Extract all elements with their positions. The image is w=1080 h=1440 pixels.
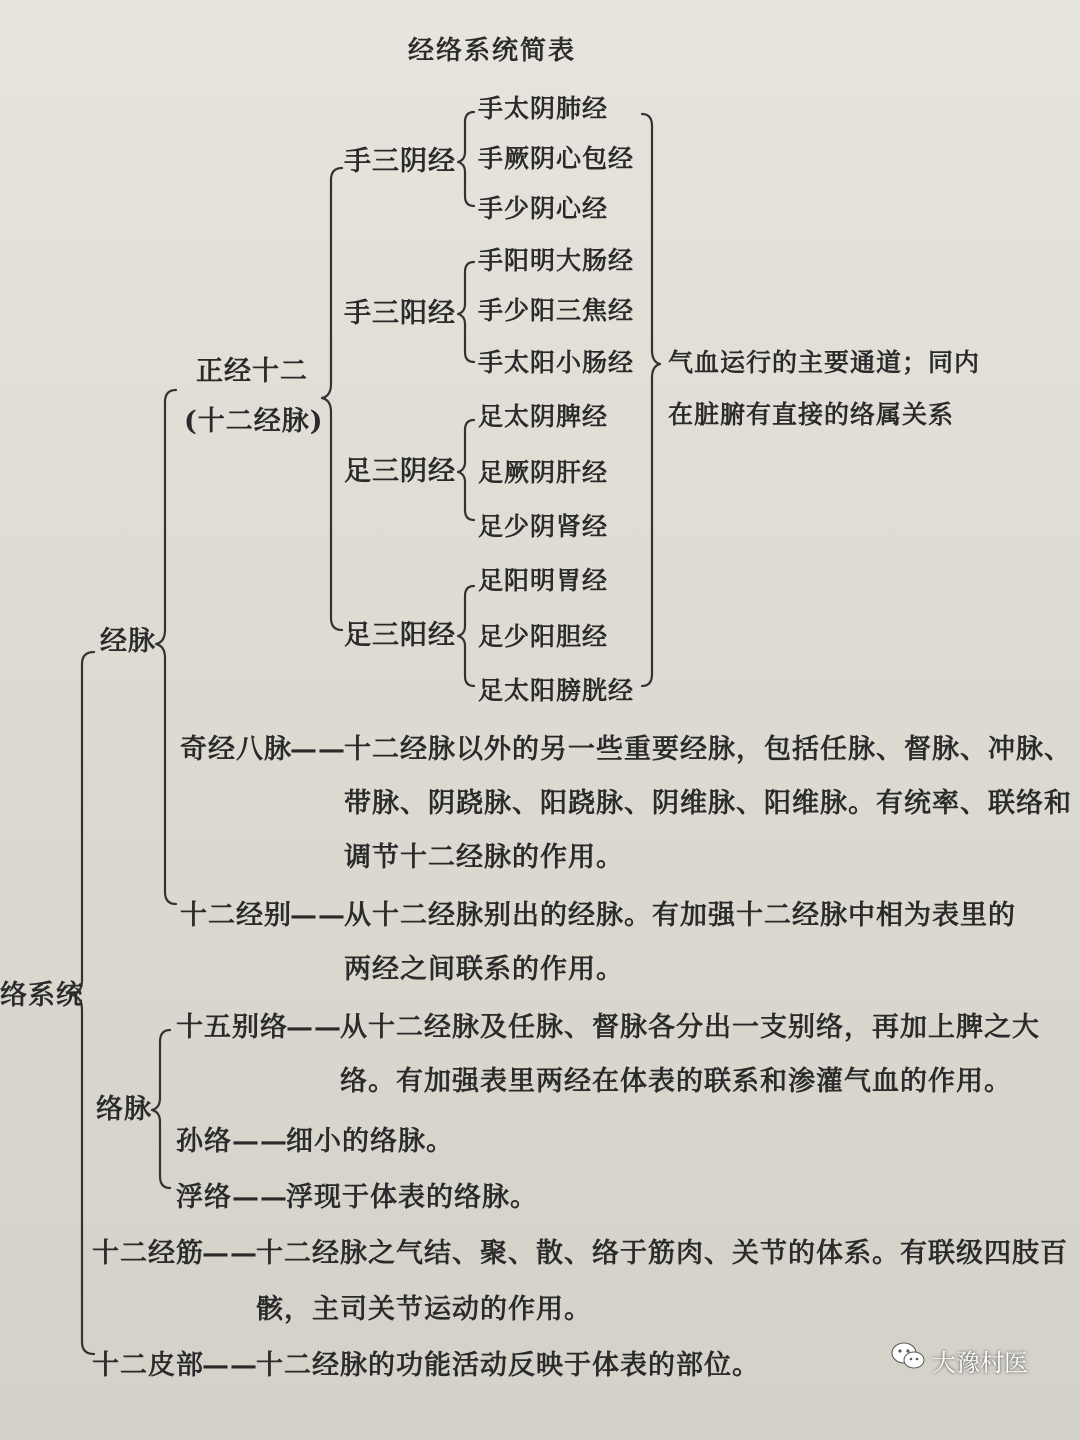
zhengjing-label: 正经十二 bbox=[196, 356, 308, 387]
dash: —— bbox=[202, 1238, 258, 1269]
jingbie-text: 从十二经脉别出的经脉。有加强十二经脉中相为表里的 bbox=[344, 900, 1016, 931]
bieluo-text: 络。有加强表里两经在体表的联系和渗灌气血的作用。 bbox=[340, 1066, 1012, 1097]
meridian-item: 足少阳胆经 bbox=[478, 622, 609, 651]
pibu-text: 十二经脉的功能活动反映于体表的部位。 bbox=[256, 1350, 760, 1381]
dash: —— bbox=[290, 900, 346, 931]
jingmai-label: 经脉 bbox=[100, 626, 156, 657]
jingjin-text: 骸，主司关节运动的作用。 bbox=[256, 1294, 592, 1325]
jingjin-label: 十二经筋 bbox=[92, 1238, 204, 1269]
function-brace bbox=[642, 114, 660, 686]
root-label: 络系统 bbox=[0, 980, 84, 1011]
fuluo-text: 浮现于体表的络脉。 bbox=[286, 1182, 538, 1213]
jingjin-text: 十二经脉之气结、聚、散、络于筋肉、关节的体系。有联级四肢百 bbox=[256, 1238, 1068, 1269]
luomai-brace bbox=[152, 1030, 170, 1188]
bieluo-label: 十五别络 bbox=[176, 1012, 288, 1043]
dash: —— bbox=[290, 734, 346, 765]
meridian-item: 手太阳小肠经 bbox=[478, 348, 635, 377]
sunluo-text: 细小的络脉。 bbox=[286, 1126, 454, 1157]
jingbie-text: 两经之间联系的作用。 bbox=[344, 954, 624, 985]
zhengjing-sublabel: (十二经脉) bbox=[184, 406, 324, 437]
page-title: 经络系统简表 bbox=[408, 36, 577, 66]
meridian-item: 足太阳膀胱经 bbox=[478, 676, 635, 705]
dash: —— bbox=[232, 1126, 288, 1157]
zhengjing-brace bbox=[322, 168, 342, 630]
zhengjing-note: 气血运行的主要通道；同内 bbox=[668, 348, 981, 377]
qijing-text: 调节十二经脉的作用。 bbox=[344, 842, 624, 873]
meridian-item: 足厥阴肝经 bbox=[478, 458, 609, 487]
group-label: 足三阴经 bbox=[344, 456, 456, 487]
watermark bbox=[890, 1337, 1070, 1377]
qijing-text: 带脉、阴跷脉、阳跷脉、阴维脉、阳维脉。有统率、联络和 bbox=[344, 788, 1072, 819]
meridian-item: 足阳明胃经 bbox=[478, 566, 609, 595]
wechat-icon bbox=[890, 1341, 926, 1371]
meridian-item: 手厥阴心包经 bbox=[478, 144, 635, 173]
watermark-text: 大豫村医 bbox=[932, 1349, 1028, 1377]
group-label: 手三阴经 bbox=[344, 146, 456, 177]
shousanyin-brace bbox=[458, 112, 474, 206]
meridian-item: 足少阴肾经 bbox=[478, 512, 609, 541]
fuluo-label: 浮络 bbox=[176, 1182, 232, 1213]
qijing-label: 奇经八脉 bbox=[180, 734, 292, 765]
meridian-item: 手阳明大肠经 bbox=[478, 246, 635, 275]
zusanyang-brace bbox=[458, 586, 474, 686]
jingmai-brace bbox=[156, 390, 176, 904]
zhengjing-note: 在脏腑有直接的络属关系 bbox=[668, 400, 955, 429]
group-label: 足三阳经 bbox=[344, 620, 456, 651]
meridian-item: 足太阴脾经 bbox=[478, 402, 609, 431]
bieluo-text: 从十二经脉及任脉、督脉各分出一支别络，再加上脾之大 bbox=[340, 1012, 1040, 1043]
zusanyin-brace bbox=[458, 420, 474, 520]
dash: —— bbox=[232, 1182, 288, 1213]
meridian-item: 手少阳三焦经 bbox=[478, 296, 635, 325]
sunluo-label: 孙络 bbox=[176, 1126, 232, 1157]
luomai-label: 络脉 bbox=[96, 1094, 152, 1125]
pibu-label: 十二皮部 bbox=[92, 1350, 204, 1381]
meridian-item: 手太阴肺经 bbox=[478, 94, 609, 123]
jingbie-label: 十二经别 bbox=[180, 900, 292, 931]
dash: —— bbox=[286, 1012, 342, 1043]
shousanyang-brace bbox=[458, 262, 474, 362]
group-label: 手三阳经 bbox=[344, 298, 456, 329]
meridian-item: 手少阴心经 bbox=[478, 194, 609, 223]
dash: —— bbox=[202, 1350, 258, 1381]
qijing-text: 十二经脉以外的另一些重要经脉，包括任脉、督脉、冲脉、 bbox=[344, 734, 1072, 765]
